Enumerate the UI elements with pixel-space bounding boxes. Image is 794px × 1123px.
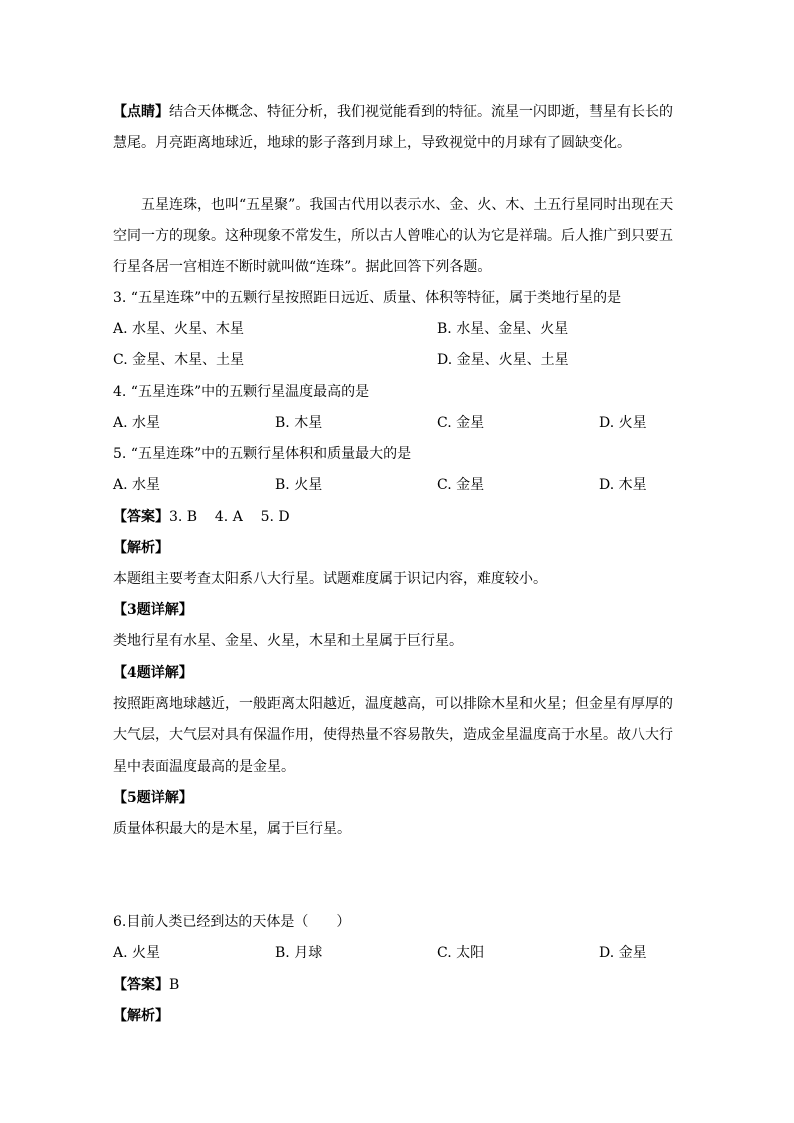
q5-option-c: C. 金星 [437, 477, 485, 493]
q4-option-b: B. 木星 [275, 415, 323, 431]
analysis-text: 本题组主要考查太阳系八大行星。试题难度属于识记内容，难度较小。 [113, 571, 547, 587]
q4-option-c: C. 金星 [437, 415, 485, 431]
passage-line-2: 空同一方的现象。这种现象不常发生，所以古人曾唯心的认为它是祥瑞。后人推广到只要五 [113, 228, 673, 244]
q6-option-a: A. 火星 [113, 945, 161, 961]
answer-block-3-5 [113, 507, 683, 527]
analysis-tag: 【解析】 [113, 540, 169, 556]
q6-option-c: C. 太阳 [437, 945, 485, 961]
q6-option-d: D. 金星 [599, 945, 647, 961]
q5-stem: 5. “五星连珠”中的五颗行星体积和质量最大的是 [113, 446, 412, 462]
dianjing-line-2: 慧尾。月亮距离地球近，地球的影子落到月球上，导致视觉中的月球有了圆缺变化。 [113, 135, 631, 151]
q5-option-d: D. 木星 [599, 477, 647, 493]
q3-option-d: D. 金星、火星、土星 [437, 352, 569, 368]
dianjing-tag: 【点睛】 [113, 104, 169, 120]
q3-option-b: B. 水星、金星、火星 [437, 321, 569, 337]
dianjing-text-1: 结合天体概念、特征分析，我们视觉能看到的特征。流星一闪即逝，彗星有长长的 [169, 104, 673, 120]
q5-option-a: A. 水星 [113, 477, 161, 493]
q3-option-c: C. 金星、木星、土星 [113, 352, 245, 368]
q6-stem: 6.目前人类已经到达的天体是（ ） [113, 914, 351, 930]
passage-line-1: 五星连珠，也叫“五星聚”。我国古代用以表示水、金、火、木、土五行星同时出现在天 [141, 197, 674, 213]
detail4-line-2: 大气层，大气层对具有保温作用，使得热量不容易散失，造成金星温度高于水星。故八大行 [113, 727, 673, 743]
detail3-tag: 【3题详解】 [113, 602, 193, 618]
detail3-text: 类地行星有水星、金星、火星，木星和土星属于巨行星。 [113, 633, 463, 649]
detail4-tag: 【4题详解】 [113, 665, 193, 681]
detail5-text: 质量体积最大的是木星，属于巨行星。 [113, 821, 351, 837]
q3-stem: 3. “五星连珠”中的五颗行星按照距日远近、质量、体积等特征，属于类地行星的是 [113, 290, 622, 306]
q4-option-d: D. 火星 [599, 415, 647, 431]
q4-option-a: A. 水星 [113, 415, 161, 431]
detail5-tag: 【5题详解】 [113, 790, 193, 806]
detail4-line-3: 星中表面温度最高的是金星。 [113, 759, 295, 775]
dianjing-line-1 [113, 102, 683, 122]
q4-stem: 4. “五星连珠”中的五颗行星温度最高的是 [113, 384, 370, 400]
detail4-line-1: 按照距离地球越近，一般距离太阳越近，温度越高，可以排除木星和火星；但金星有厚厚的 [113, 696, 673, 712]
q3-option-a: A. 水星、火星、木星 [113, 321, 245, 337]
passage-line-3: 行星各居一宫相连不断时就叫做“连珠”。据此回答下列各题。 [113, 259, 492, 275]
answer-tag: 【答案】 [113, 509, 169, 525]
answer-text: 3. B 4. A 5. D [169, 509, 290, 525]
answer6-tag: 【答案】 [113, 977, 169, 993]
answer6-text: B [169, 977, 180, 993]
analysis6-tag: 【解析】 [113, 1008, 169, 1024]
answer-block-6 [113, 975, 683, 995]
q6-option-b: B. 月球 [275, 945, 323, 961]
q5-option-b: B. 火星 [275, 477, 323, 493]
